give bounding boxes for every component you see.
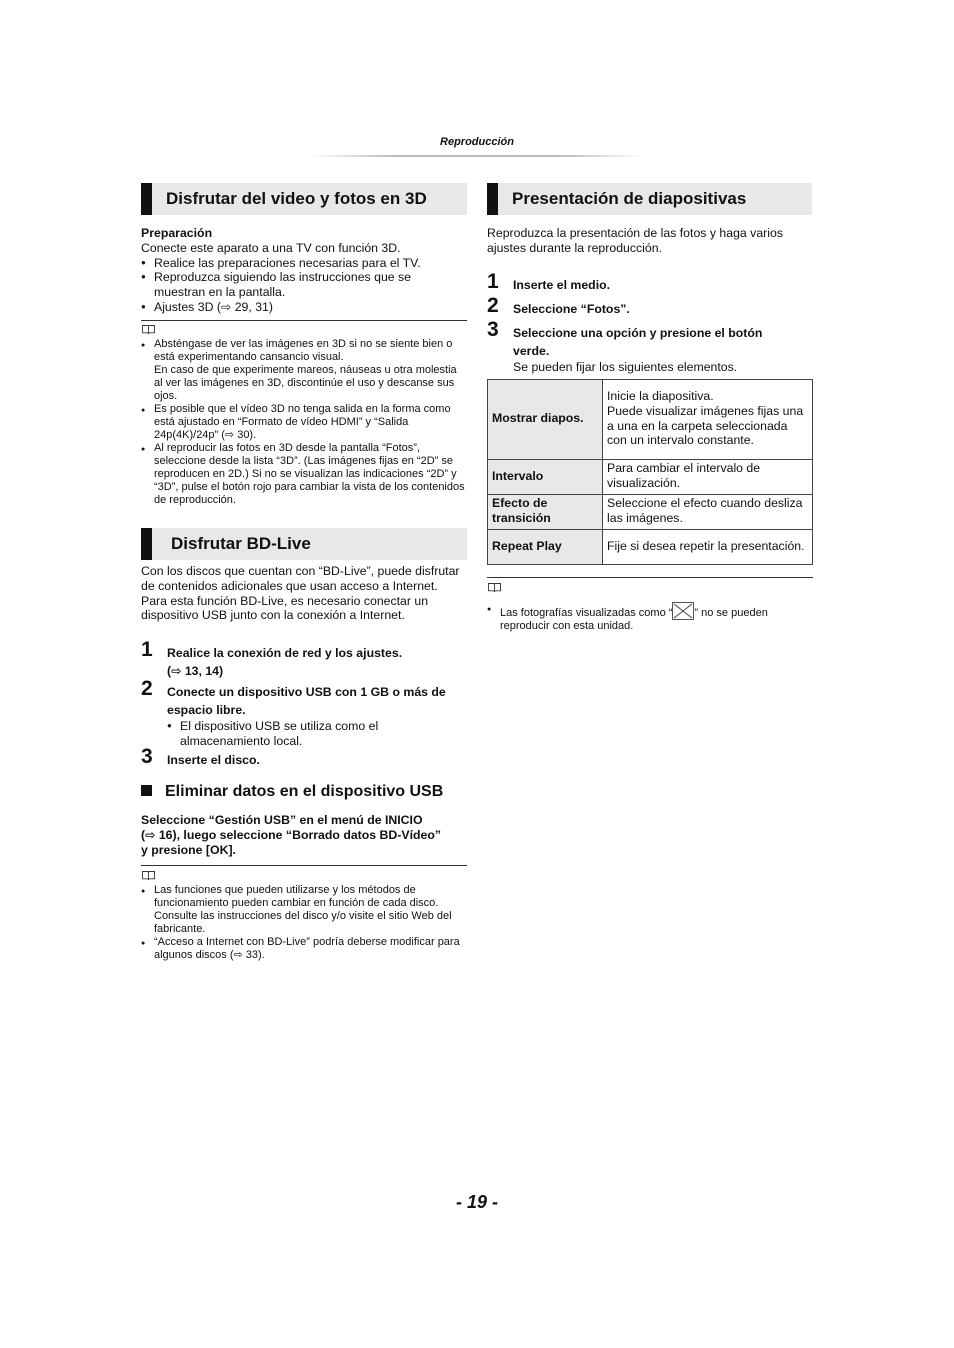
note-book-icon	[142, 325, 155, 334]
note-text: Las fotografías visualizadas como “	[500, 607, 673, 619]
step-line: (⇨ 13, 14)	[167, 664, 224, 678]
section-title: Presentación de diapositivas	[512, 189, 747, 208]
step-text: Inserte el medio.	[513, 278, 611, 292]
table-value: Para cambiar el intervalo de visualización.	[603, 460, 813, 495]
step-1	[141, 638, 467, 682]
table-key: Repeat Play	[488, 530, 603, 565]
notes-bdlive	[141, 884, 467, 962]
step-text: Inserte el disco.	[167, 753, 260, 767]
step-number: 1	[141, 638, 153, 661]
step-number: 1	[487, 270, 499, 293]
note-text: ” no se pueden reproducir con esta unidad.	[500, 607, 768, 632]
step-text	[167, 644, 467, 680]
step-line: Conecte un dispositivo USB con 1 GB o más de	[167, 685, 446, 699]
table-key: Mostrar diapos.	[488, 380, 603, 460]
table-value: Seleccione el efecto cuando desliza las imágenes.	[603, 495, 813, 530]
table-row	[488, 460, 813, 495]
section-heading-3d	[141, 183, 467, 215]
step-text	[513, 324, 813, 375]
list-item: ● Las funciones que pueden utilizarse y los métodos de funcionamiento pueden cambiar en función de cada disco. Consulte las instrucciones del disco y/o visite el sitio Web del fabricante.	[141, 884, 467, 936]
step-text: Seleccione “Fotos”.	[513, 302, 630, 316]
section-title: Disfrutar del video y fotos en 3D	[166, 189, 427, 208]
bdlive-intro	[141, 564, 467, 623]
step-line: verde.	[513, 344, 550, 358]
heading-bar	[487, 183, 498, 215]
notes-slideshow	[487, 602, 813, 633]
table-value: Fije si desea repetir la presentación.	[603, 530, 813, 565]
prep-text: Conecte este aparato a una TV con función 3D.	[141, 240, 401, 255]
note-rule	[141, 865, 467, 866]
page-number: - 19 -	[455, 1192, 498, 1212]
table-value: Inicie la diapositiva. Puede visualizar imágenes fijas una a una en la carpeta seleccionada con un intervalo constante.	[603, 380, 813, 460]
note-book-icon	[488, 583, 501, 592]
paragraph: Con los discos que cuentan con “BD-Live”, puede disfrutar de contenidos adicionales que usan acceso a Internet.	[141, 564, 460, 593]
step-1	[487, 270, 812, 296]
list-item: ● “Acceso a Internet con BD-Live” podría deberse modificar para algunos discos (⇨ 33).	[141, 936, 467, 962]
broken-image-icon	[672, 602, 694, 620]
step-number: 2	[141, 677, 153, 700]
step-text	[167, 683, 467, 749]
note-book-icon	[142, 871, 155, 880]
instruction-line: (⇨ 16), luego seleccione “Borrado datos BD-Vídeo”	[141, 827, 442, 842]
step-2	[141, 677, 467, 748]
table-key: Intervalo	[488, 460, 603, 495]
instruction-line: y presione [OK].	[141, 842, 236, 857]
step-2	[487, 294, 812, 320]
table-key: Efecto de transición	[488, 495, 603, 530]
subsection-usb	[141, 783, 467, 801]
prep-title: Preparación	[141, 226, 213, 240]
slideshow-intro: Reproduzca la presentación de las fotos y haga varios ajustes durante la reproducción.	[487, 226, 783, 255]
note-rule	[141, 320, 467, 321]
section-title: Disfrutar BD-Live	[171, 534, 311, 553]
note-rule	[487, 577, 813, 578]
subsection-title: Eliminar datos en el dispositivo USB	[165, 783, 444, 800]
step-detail: Se pueden fijar los siguientes elementos.	[513, 360, 738, 374]
instruction-line: Seleccione “Gestión USB” en el menú de INICIO	[141, 813, 423, 827]
notes-3d	[141, 338, 467, 507]
running-header: Reproducción	[440, 136, 514, 148]
list-item: ● Al reproducir las fotos en 3D desde la pantalla “Fotos”, seleccione desde la lista “3D”. (Las imágenes fijas en “2D” se reproducen en 2D.) Si no se visualizan las indicaciones “2D” y “3D”, pulse el botón rojo para cambiar la vista de los contenidos de reproducción.	[141, 442, 467, 507]
list-item: ● Es posible que el vídeo 3D no tenga salida en la forma como está ajustado en “Formato de vídeo HDMI” y “Salida 24p(4K)/24p” (⇨ 30).	[141, 403, 467, 442]
step-number: 2	[487, 294, 499, 317]
heading-bar	[141, 528, 152, 560]
usb-instruction	[141, 813, 467, 857]
table-row	[488, 530, 813, 565]
step-number: 3	[141, 745, 153, 768]
section-heading-slideshow	[487, 183, 812, 215]
step-3	[141, 745, 467, 771]
header-rule	[310, 155, 644, 157]
step-3	[487, 318, 812, 376]
list-item: En caso de que experimente mareos, náuseas u otra molestia al ver las imágenes en 3D, discontinúe el uso y descanse sus ojos.	[154, 364, 457, 402]
step-line: Seleccione una opción y presione el botón	[513, 326, 763, 340]
settings-table	[487, 379, 813, 565]
step-number: 3	[487, 318, 499, 341]
square-bullet-icon	[141, 785, 152, 796]
heading-bar	[141, 183, 152, 215]
step-line: espacio libre.	[167, 703, 246, 717]
paragraph: Para esta función BD-Live, es necesario conectar un dispositivo USB junto con la conexión a Internet.	[141, 593, 429, 623]
list-item: ● Reproduzca siguiendo las instrucciones que se muestran en la pantalla.	[141, 270, 434, 300]
step-line: Realice la conexión de red y los ajustes.	[167, 646, 403, 660]
list-item: ● El dispositivo USB se utiliza como el almacenamiento local.	[167, 719, 405, 749]
section-heading-bdlive	[141, 528, 467, 560]
list-item: ● Ajustes 3D (⇨ 29, 31)	[141, 300, 467, 315]
list-item	[487, 602, 813, 633]
list-item: ● Absténgase de ver las imágenes en 3D si no se siente bien o está experimentando cansancio visual.	[141, 338, 467, 364]
list-item: ● Realice las preparaciones necesarias para el TV.	[141, 256, 467, 271]
prep-block	[141, 226, 467, 315]
table-row	[488, 380, 813, 460]
table-row	[488, 495, 813, 530]
